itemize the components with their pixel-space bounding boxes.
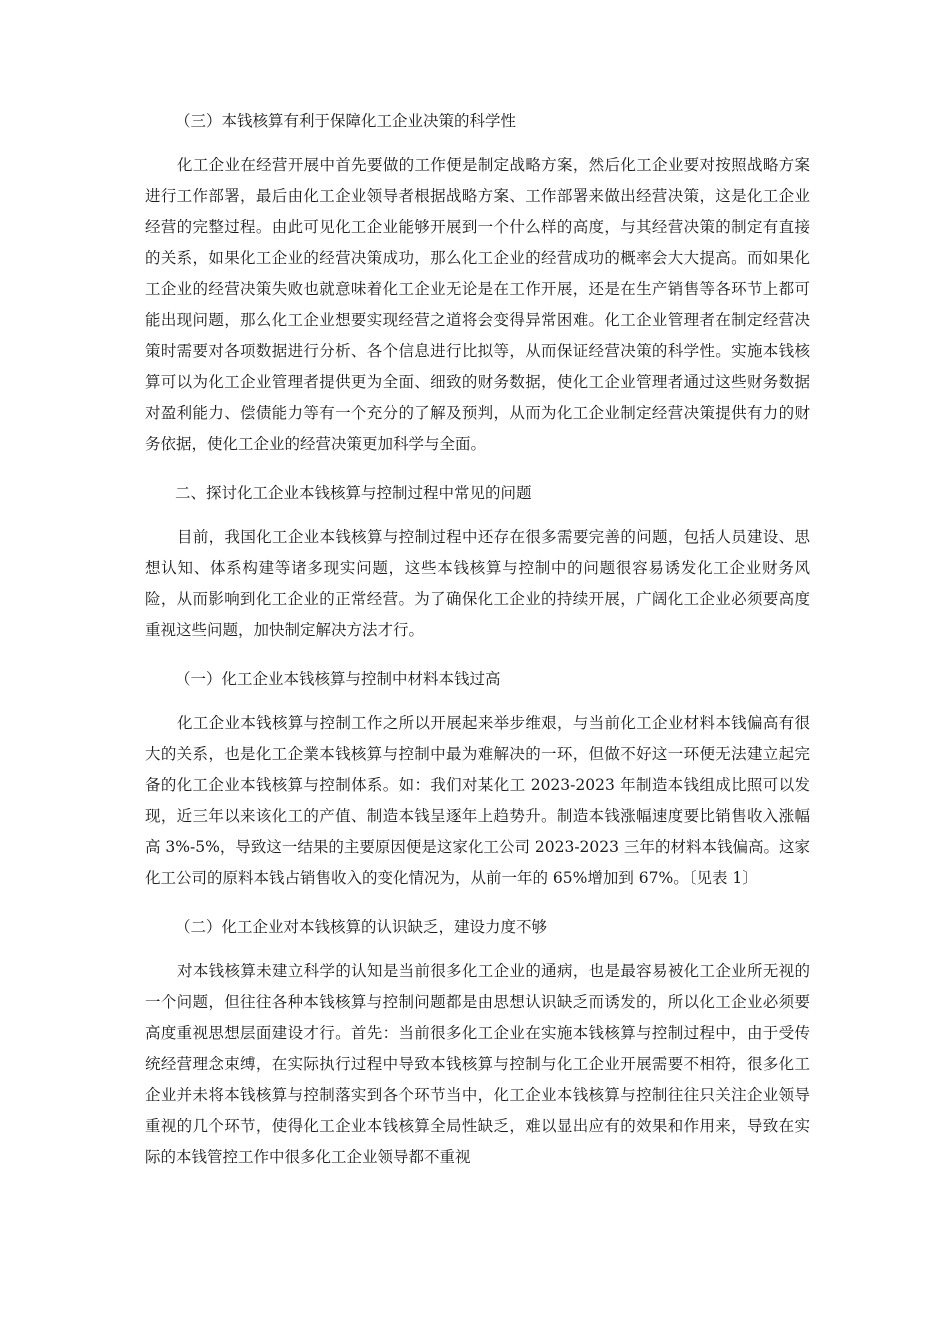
paragraph-common-problems: 目前，我国化工企业本钱核算与控制过程中还存在很多需要完善的问题，包括人员建设、思想认知、体系构建等诸多现实问题，这些本钱核算与控制中的问题很容易诱发化工企业财务风险，从而影响到化工企业的正常经营。为了确保化工企业的持续开展，广阔化工企业必须要高度重视这些问题，加快制定解决方法才行。	[145, 528, 810, 639]
spacer	[145, 942, 810, 956]
section-heading-material-costs: （一）化工企业本钱核算与控制中材料本钱过高	[175, 670, 501, 688]
spacer	[145, 460, 810, 478]
spacer	[145, 646, 810, 664]
paragraph-decision-science: 化工企业在经营开展中首先要做的工作便是制定战略方案，然后化工企业要对按照战略方案进行工作部署，最后由化工企业领导者根据战略方案、工作部署来做出经营决策，这是化工企业经营的完整过程。由此可见化工企业能够开展到一个什么样的高度，与其经营决策的制定有直接的关系，如果化工企业的经营决策成功，那么化工企业的经营成功的概率会大大提高。而如果化工企业的经营决策失败也就意味着化工企业无论是在工作开展，还是在生产销售等各环节上都可能出现问题，那么化工企业想要实现经营之道将会变得异常困难。化工企业管理者在制定经营决策时需要对各项数据进行分析、各个信息进行比拟等，从而保证经营决策的科学性。实施本钱核算可以为化工企业管理者提供更为全面、细致的财务数据，使化工企业管理者通过这些财务数据对盈利能力、偿债能力等有一个充分的了解及预判，从而为化工企业制定经营决策提供有力的财务依据，使化工企业的经营决策更加科学与全面。	[145, 156, 810, 453]
spacer	[145, 894, 810, 912]
document-page	[145, 106, 810, 1173]
paragraph-awareness: 对本钱核算未建立科学的认知是当前很多化工企业的通病，也是最容易被化工企业所无视的一个问题，但往往各种本钱核算与控制问题都是由思想认识缺乏而诱发的，所以化工企业必须要高度重视思想层面建设才行。首先：当前很多化工企业在实施本钱核算与控制过程中，由于受传统经营理念束缚，在实际执行过程中导致本钱核算与控制与化工企业开展需要不相符，很多化工企业并未将本钱核算与控制落实到各个环节当中，化工企业本钱核算与控制往往只关注企业领导重视的几个环节，使得化工企业本钱核算全局性缺乏，难以显出应有的效果和作用来，导致在实际的本钱管控工作中很多化工企业领导都不重视	[145, 962, 810, 1166]
section-heading-decision-science: （三）本钱核算有利于保障化工企业决策的科学性	[175, 112, 517, 130]
paragraph-material-costs: 化工企业本钱核算与控制工作之所以开展起来举步维艰，与当前化工企业材料本钱偏高有很大的关系，也是化工企業本钱核算与控制中最为难解决的一环，但做不好这一环便无法建立起完备的化工企业本钱核算与控制体系。如：我们对某化工 2023-2023 年制造本钱组成比照可以发现，近三年以来该化工的产值、制造本钱呈逐年上趋势升。制造本钱涨幅速度要比销售收入涨幅高 3%-5%，导致这一结果的主要原因便是这家化工公司 2023-2023 三年的材料本钱偏高。这家化工公司的原料本钱占销售收入的变化情况为，从前一年的 65%增加到 67%。〔见表 1〕	[145, 714, 810, 887]
spacer	[145, 136, 810, 150]
section-heading-awareness: （二）化工企业对本钱核算的认识缺乏，建设力度不够	[175, 918, 548, 936]
spacer	[145, 508, 810, 522]
section-heading-common-problems: 二、探讨化工企业本钱核算与控制过程中常见的问题	[175, 484, 532, 502]
spacer	[145, 694, 810, 708]
